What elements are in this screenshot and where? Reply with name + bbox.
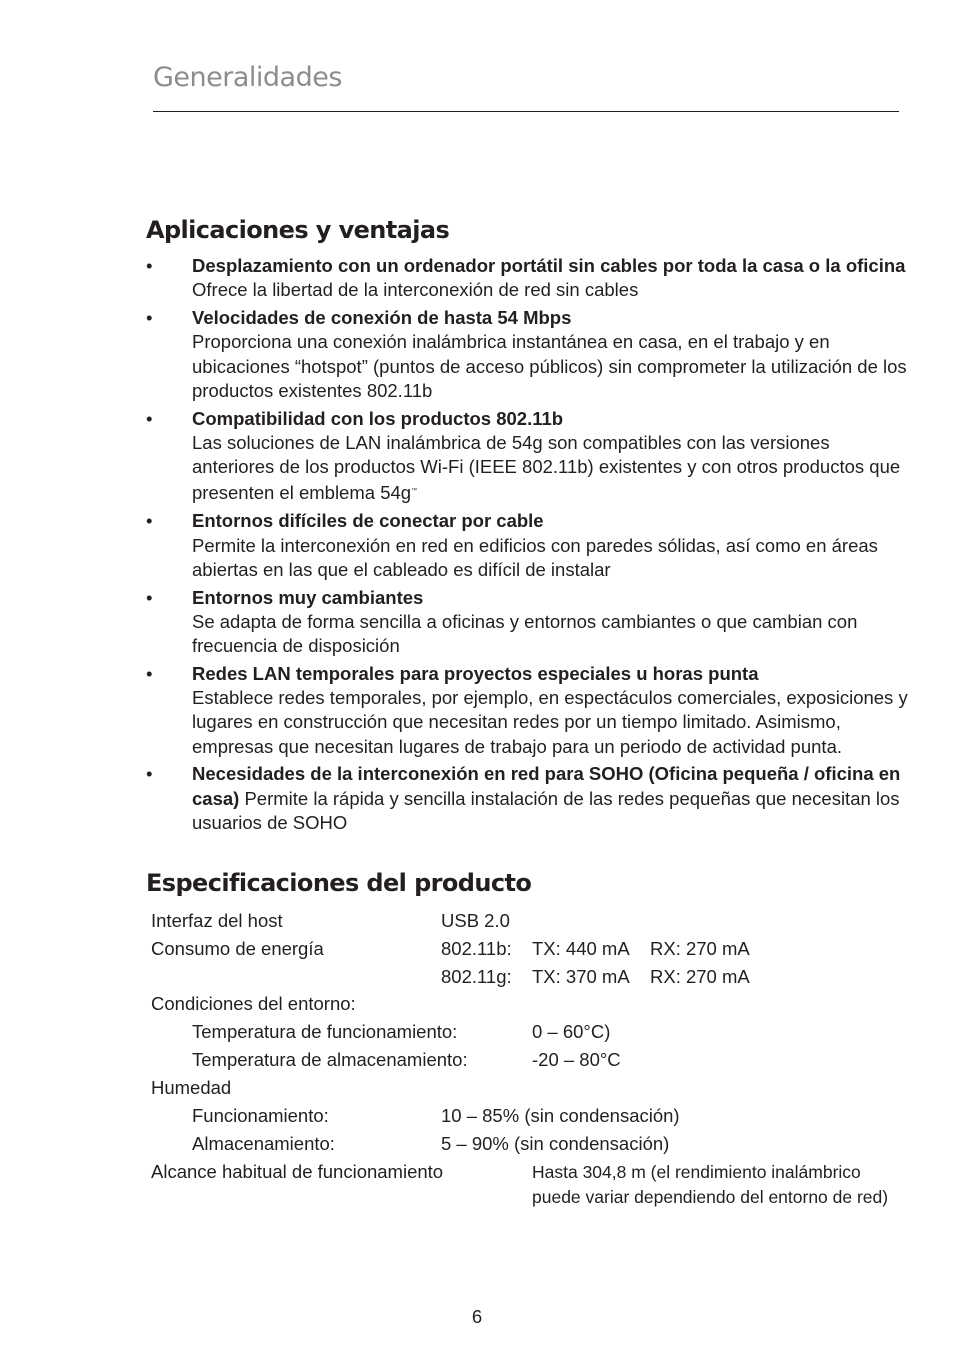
bullet-icon: • [146,306,153,328]
list-item-heading: Desplazamiento con un ordenador portátil sin cables por toda la casa o la oficina [192,255,906,276]
list-item-description: Las soluciones de LAN inalámbrica de 54g son compatibles con las versiones anteriores de los productos Wi-Fi (IEEE 802.11b) existentes y con otros productos que presenten el emblema 54g [192,431,901,504]
list-item-heading: Entornos difíciles de conectar por cable [192,510,544,532]
spec-value-range: Hasta 304,8 m (el rendimiento inalámbrico puede variar dependiendo del entorno de red) [532,1162,889,1207]
spec-power-b-mode: 802.11b: [441,938,512,959]
section-title-applications: Aplicaciones y ventajas [146,216,450,244]
list-item-description: Permite la interconexión en red en edificios con paredes sólidas, así como en áreas abiertas en las que el cableado es difícil de instalar [192,534,878,580]
spec-power-g-tx: TX: 370 mA [532,966,630,987]
list-item-description: Establece redes temporales, por ejemplo, en espectáculos comerciales, exposiciones y lugares en construcción que necesitan redes por un tiempo limitado. Asimismo, empresas que necesitan lugares de trabajo para un periodo de actividad punta. [192,687,908,757]
list-item-description: Proporciona una conexión inalámbrica instantánea en casa, en el trabajo y en ubicaciones “hotspot” (puntos de acceso públicos) sin comprometer la utilización de los productos existentes 802.11b [192,331,907,401]
page-number: 6 [471,1306,483,1327]
bullet-icon: • [146,407,153,429]
spec-power-b-rx: RX: 270 mA [650,938,750,959]
list-item-heading: Entornos muy cambiantes [192,586,424,608]
spec-value-humidity-storage: 5 – 90% (sin condensación) [441,1133,670,1154]
applications-list-item [146,509,914,582]
section-title-specifications: Especificaciones del producto [146,869,532,897]
bullet-icon: • [146,586,153,608]
spec-label-range: Alcance habitual de funcionamiento [151,1161,444,1182]
list-item-heading: Redes LAN temporales para proyectos especiales u horas punta [192,662,759,684]
trademark-mark: ™ [411,488,418,495]
applications-list-item [146,662,914,759]
list-item-heading: Velocidades de conexión de hasta 54 Mbps [192,306,572,328]
spec-power-b-tx: TX: 440 mA [532,938,630,959]
bullet-icon: • [146,763,153,785]
spec-label-operating-temp: Temperatura de funcionamiento: [192,1021,458,1042]
spec-label-environment: Condiciones del entorno: [151,993,356,1014]
spec-value-storage-temp: -20 – 80°C [532,1049,621,1070]
spec-value-host-interface: USB 2.0 [441,910,510,931]
applications-list [146,254,914,839]
page-header-title: Generalidades [153,62,342,93]
spec-label-humidity: Humedad [151,1077,232,1098]
applications-list-item [146,254,914,303]
applications-list-item [146,306,914,403]
applications-list-item [146,407,914,506]
bullet-icon: • [146,510,153,532]
spec-label-humidity-storage: Almacenamiento: [192,1133,335,1154]
list-item-description: Ofrece la libertad de la interconexión de red sin cables [192,279,639,301]
spec-label-humidity-operating: Funcionamiento: [192,1105,329,1126]
list-item-description: Se adapta de forma sencilla a oficinas y entornos cambiantes o que cambian con frecuencia de disposición [192,610,858,657]
spec-label-host-interface: Interfaz del host [151,910,283,931]
list-item-heading: Compatibilidad con los productos 802.11b [192,407,564,429]
applications-list-item [146,762,914,835]
spec-value-humidity-operating: 10 – 85% (sin condensación) [441,1105,680,1126]
list-item-heading: Necesidades de la interconexión en red para SOHO (Oficina pequeña / oficina en casa) [192,763,901,809]
spec-label-power: Consumo de energía [151,938,324,959]
bullet-icon: • [146,662,153,684]
header-divider [153,111,899,112]
bullet-icon: • [146,255,153,276]
spec-power-g-rx: RX: 270 mA [650,966,750,987]
applications-list-item [146,586,914,659]
spec-value-operating-temp: 0 – 60°C) [532,1021,611,1042]
spec-label-storage-temp: Temperatura de almacenamiento: [192,1049,468,1070]
list-item-description: Permite la rápida y sencilla instalación de las redes pequeñas que necesitan los usuarios de SOHO [192,787,900,834]
spec-power-g-mode: 802.11g: [441,966,512,987]
